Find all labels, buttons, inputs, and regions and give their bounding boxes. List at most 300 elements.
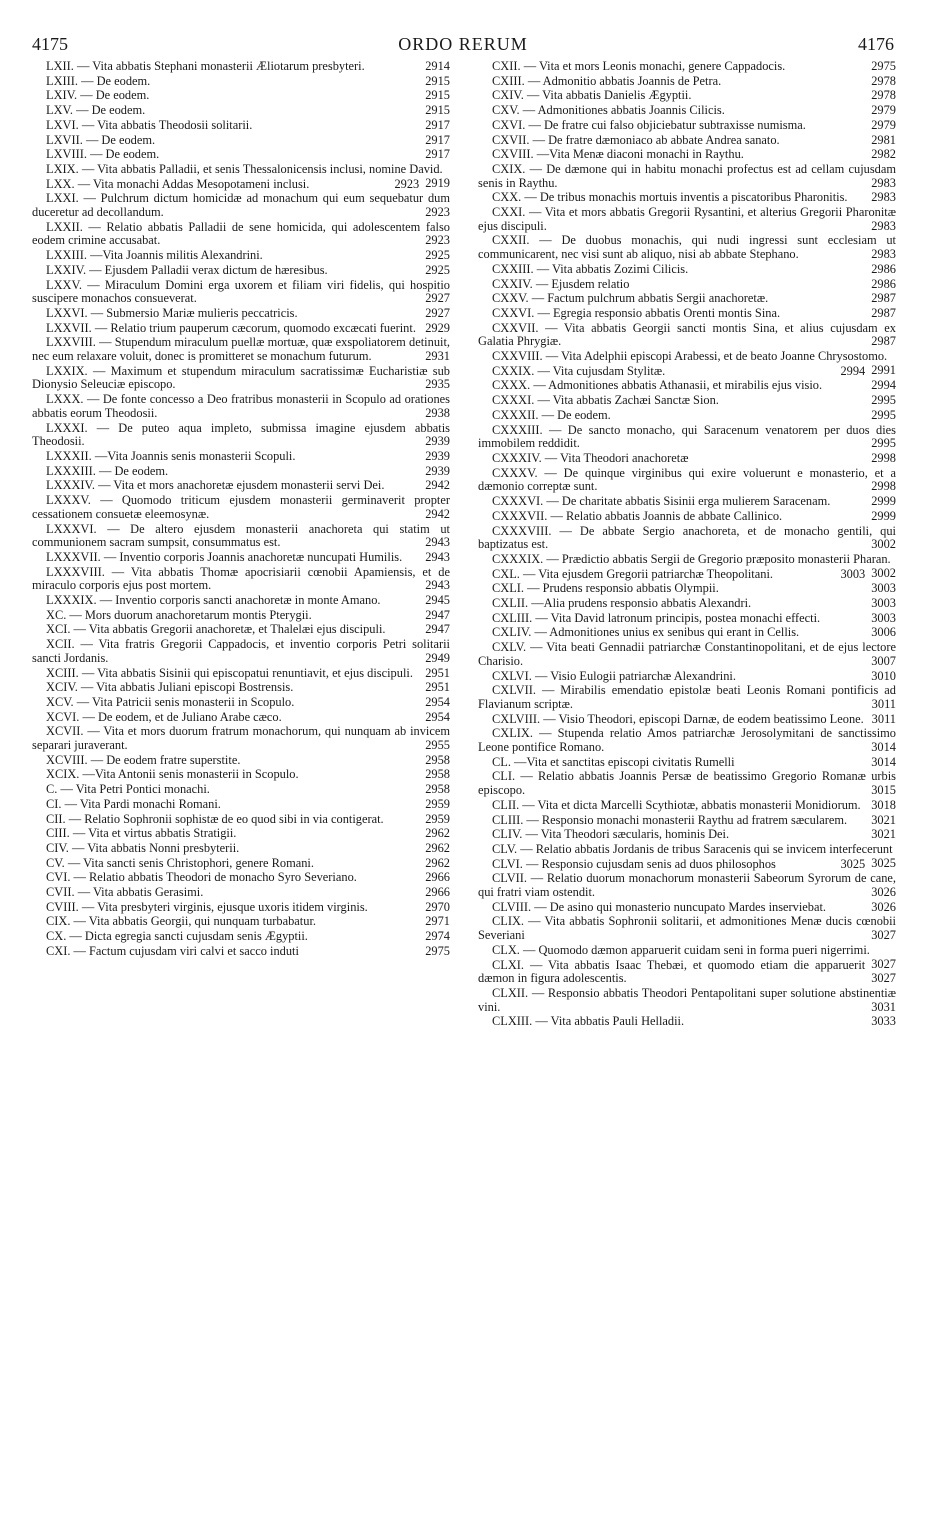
toc-entry xyxy=(478,828,896,842)
entry-number: XCV. xyxy=(46,694,74,709)
toc-entry xyxy=(32,192,450,219)
entry-title: — Mors duorum anachoretarum montis Pterygii. xyxy=(69,607,312,622)
entry-number: CXVII. xyxy=(492,132,530,147)
entry-title: — De eodem fratre superstite. xyxy=(90,752,241,767)
entry-number: LXXXVIII. xyxy=(46,564,105,579)
toc-entry xyxy=(478,292,896,306)
entry-title: — Vita Adelphii episcopi Arabessi, et de beato Joanne Chrysostomo. xyxy=(545,349,888,364)
entry-number: CXVIII. xyxy=(492,147,534,162)
entry-title: — Quomodo triticum ejusdem monasterii germinaverit propter cessationem consuetæ eleemosynæ. xyxy=(32,493,450,521)
entry-number: LXXVI. xyxy=(46,305,88,320)
entry-number: CXVI. xyxy=(492,117,526,132)
toc-entry xyxy=(32,842,450,856)
entry-number: CXLV. xyxy=(492,640,527,655)
entry-page: 3003 xyxy=(871,581,896,596)
entry-number: CVII. xyxy=(46,885,75,900)
entry-page: 2975 xyxy=(425,943,450,958)
toc-entry xyxy=(478,814,896,828)
entry-number: CXIX. xyxy=(492,161,526,176)
entry-page: 2954 xyxy=(425,709,450,724)
entry-number: CXIV. xyxy=(492,88,524,103)
entry-number: LXXXIV. xyxy=(46,478,95,493)
entry-page: 2942 xyxy=(425,506,450,521)
entry-number: CXLIV. xyxy=(492,625,532,640)
toc-entry xyxy=(32,566,450,593)
entry-page: 2995 xyxy=(871,393,896,408)
entry-title: — Vita abbatis Gerasimi. xyxy=(77,885,204,900)
entry-title: —Vita Joannis militis Alexandrini. xyxy=(90,248,263,263)
entry-page: 2987 xyxy=(871,334,896,349)
entry-page: 2974 xyxy=(425,929,450,944)
entry-title: — Relatio duorum monachorum monasterii Sabeorum Syrorum de cane, qui fratri viam ostendit. xyxy=(478,871,896,900)
toc-entry xyxy=(32,696,450,710)
entry-page: 2939 xyxy=(425,434,450,449)
entry-title: — Prædictio abbatis Sergii de Gregorio præposito monasterii Pharan. xyxy=(546,551,891,566)
entry-page: 2943 xyxy=(425,549,450,564)
entry-title: — Relatio abbatis Jordanis de tribus Saracenis qui se invicem interfecerunt xyxy=(520,841,893,856)
toc-entry xyxy=(32,711,450,725)
entry-number: LXXII. xyxy=(46,219,83,234)
entry-page: 3033 xyxy=(871,1014,896,1029)
entry-title: — Vita abbatis Stephani monasterii Æliotarum presbyteri. xyxy=(76,59,365,73)
entry-page: 2935 xyxy=(425,377,450,392)
entry-number: CXXXIII. xyxy=(492,422,543,437)
toc-entry xyxy=(32,523,450,550)
toc-entry xyxy=(32,450,450,464)
entry-page: 2923 xyxy=(425,233,450,248)
entry-title: — Vita beati Gennadii patriarchæ Constantinopolitani, et de ejus lectore Charisio. xyxy=(478,640,896,668)
entry-number: CXLVI. xyxy=(492,668,532,683)
toc-entry xyxy=(478,684,896,711)
entry-number: CXLVII. xyxy=(492,683,536,698)
entry-title: — De dæmone qui in habitu monachi profectus est ad cellam cujusdam senis in Raythu. xyxy=(478,161,896,190)
entry-number: XCIII. xyxy=(46,665,79,680)
entry-number: LXXI. xyxy=(46,191,79,206)
entry-page: 2962 xyxy=(425,826,450,841)
entry-title: — Vita et dicta Marcelli Scythiotæ, abbatis monasterii Monidiorum. xyxy=(522,797,861,812)
entry-title: — Inventio corporis Joannis anachoretæ nuncupati Humilis. xyxy=(103,549,403,564)
entry-number: CLVII. xyxy=(492,871,527,886)
entry-title: — Admonitiones abbatis Joannis Cilicis. xyxy=(522,103,725,118)
entry-title: — Vita abbatis Danielis Ægyptii. xyxy=(526,88,692,103)
entry-number: LXXXVI. xyxy=(46,521,97,536)
entry-title: — Maximum et stupendum miraculum sacratissimæ Eucharistiæ sub Dionysio Seleuciæ episcopo. xyxy=(32,363,450,392)
entry-number: CXLVIII. xyxy=(492,711,541,726)
entry-page: 2986 xyxy=(871,261,896,276)
entry-page: 2982 xyxy=(871,147,896,162)
entry-title: — Vita et mors abbatis Gregorii Rysantini, et alterius Gregorii Pharonitæ ejus discipuli. xyxy=(478,205,896,233)
entry-number: LXII. xyxy=(46,59,74,73)
entry-number: CXLI. xyxy=(492,581,525,596)
toc-entry xyxy=(478,872,896,899)
entry-title: — Vita fratris Gregorii Cappadocis, et inventio corporis Petri solitarii sancti Jordanis. xyxy=(32,637,450,665)
entry-number: LXXVII. xyxy=(46,320,92,335)
entry-number: LXXVIII. xyxy=(46,335,96,350)
entry-title: — Relatio abbatis Palladii de sene homicida, qui adolescentem falso eodem crimine accusabat. xyxy=(32,219,450,248)
toc-entry xyxy=(478,713,896,727)
entry-title: — Vita abbatis Palladii, et senis Thessalonicensis inclusi, nomine David. xyxy=(81,161,443,176)
toc-entry xyxy=(32,930,450,944)
toc-entry xyxy=(478,727,896,754)
entry-page: 2919 xyxy=(425,175,450,190)
entry-number: CXI. xyxy=(46,943,71,958)
entry-title: — Relatio trium pauperum cæcorum, quomodo excæcati fuerint. xyxy=(94,320,416,335)
entry-page: 2959 xyxy=(425,796,450,811)
toc-entry xyxy=(32,365,450,392)
entry-page: 2943 xyxy=(425,578,450,593)
entry-title: — Vita presbyteri virginis, ejusque uxoris itidem virginis. xyxy=(81,899,368,914)
toc-entry xyxy=(478,60,896,74)
entry-page: 2981 xyxy=(871,132,896,147)
toc-entry xyxy=(32,901,450,915)
entry-number: LXXIV. xyxy=(46,262,87,277)
entry-title: — De tribus monachis mortuis inventis a piscatoribus Pharonitis. xyxy=(524,190,848,205)
entry-number: XCVII. xyxy=(46,724,84,739)
entry-page: 2925 xyxy=(425,248,450,263)
entry-number: LXX. xyxy=(46,176,75,191)
entry-page: 2914 xyxy=(425,59,450,73)
entry-title: — De fratre cui falso objiciebatur subtraxisse numisma. xyxy=(528,117,806,132)
entry-title: — De altero ejusdem monasterii anachoreta qui statim ut communionem sacram sumpsit, consummatus est. xyxy=(32,521,450,550)
entry-page: 3011 xyxy=(871,696,896,711)
entry-page: 2925 xyxy=(425,262,450,277)
toc-entry xyxy=(478,322,896,349)
entry-number: XCIV. xyxy=(46,680,78,695)
entry-title: — Miraculum Domini erga uxorem et filiam viri fidelis, qui hospitio suscipere monachos consueverat. xyxy=(32,277,450,306)
entry-number: CXXXVI. xyxy=(492,494,544,509)
entry-title: — Relatio abbatis Joannis de abbate Callinico. xyxy=(550,508,783,523)
entry-page: 3018 xyxy=(871,797,896,812)
entry-title: — Vita et mors anachoretæ ejusdem monasterii servi Dei. xyxy=(98,478,385,493)
entry-title: — Prudens responsio abbatis Olympii. xyxy=(527,581,719,596)
entry-number: XCIX. xyxy=(46,767,80,782)
toc-entry xyxy=(32,638,450,665)
entry-number: CLII. xyxy=(492,797,520,812)
toc-entry xyxy=(32,249,450,263)
entry-title: — Vita David latronum principis, postea monachi effecti. xyxy=(535,610,821,625)
entry-number: LXVIII. xyxy=(46,147,87,162)
entry-page: 2978 xyxy=(871,73,896,88)
entry-number: CV. xyxy=(46,855,65,870)
entry-title: — Quomodo dæmon apparuerit cuidam seni in forma pueri nigerrimi. xyxy=(523,942,870,957)
entry-title: — Relatio abbatis Theodori de monacho Syro Severiano. xyxy=(73,870,357,885)
toc-entry xyxy=(478,134,896,148)
entry-page: 2995 xyxy=(871,407,896,422)
entry-page: 2959 xyxy=(425,811,450,826)
entry-page: 2994 xyxy=(840,363,866,378)
left-column xyxy=(32,60,450,960)
entry-page: 3031 xyxy=(871,999,896,1014)
entry-number: CXXIV. xyxy=(492,276,533,291)
entry-title: — Vita Theodori sæcularis, hominis Dei. xyxy=(525,827,730,842)
entry-page: 2929 xyxy=(425,320,450,335)
entry-title: — De asino qui monasterio nuncupato Mardes inserviebat. xyxy=(534,899,827,914)
entry-page: 2962 xyxy=(425,840,450,855)
entry-title: — Admonitiones abbatis Athanasii, et mirabilis ejus visio. xyxy=(533,378,823,393)
entry-page: 2939 xyxy=(425,463,450,478)
toc-entry xyxy=(32,279,450,306)
entry-number: CXXXVII. xyxy=(492,508,548,523)
entry-number: CXXXII. xyxy=(492,407,539,422)
toc-entry xyxy=(32,104,450,118)
entry-page: 3003 xyxy=(871,596,896,611)
entry-page: 2994 xyxy=(871,378,896,393)
entry-number: LXXX. xyxy=(46,392,84,407)
entry-title: — Vita Pardi monachi Romani. xyxy=(64,796,221,811)
entry-page: 2991 xyxy=(871,362,896,377)
entry-page: 2938 xyxy=(425,405,450,420)
entry-title: — Vita ejusdem Gregorii patriarchæ Theopolitani. xyxy=(523,566,773,581)
entry-number: CL. xyxy=(492,754,511,769)
entry-number: LXXXIX. xyxy=(46,593,97,608)
entry-number: CXLII. xyxy=(492,596,529,611)
toc-entry xyxy=(478,234,896,261)
entry-page: 2917 xyxy=(425,117,450,132)
entry-page: 3002 xyxy=(871,537,896,552)
entry-number: CI. xyxy=(46,796,62,811)
toc-entry xyxy=(478,915,896,942)
entry-number: LXXXV. xyxy=(46,493,91,508)
entry-number: CXXI. xyxy=(492,205,526,220)
entry-page: 3021 xyxy=(871,827,896,842)
entry-page: 2979 xyxy=(871,103,896,118)
entry-page: 2958 xyxy=(425,752,450,767)
entry-title: — Vita et mors Leonis monachi, genere Cappadocis. xyxy=(523,59,786,73)
entry-page: 2978 xyxy=(871,88,896,103)
entry-number: CLI. xyxy=(492,769,516,784)
entry-number: CXXXVIII. xyxy=(492,523,552,538)
entry-number: LXIII. xyxy=(46,73,78,88)
entry-page: 2951 xyxy=(425,680,450,695)
entry-title: — De duobus monachis, qui nudi ingressi sunt ecclesiam ut communicarent, nec visi sunt ab aliquo, nisi ab abbate Stephano. xyxy=(478,233,896,262)
toc-entry xyxy=(32,393,450,420)
toc-entry xyxy=(478,956,896,986)
entry-title: — De eodem. xyxy=(541,407,611,422)
entry-page: 3006 xyxy=(871,625,896,640)
entry-page: 2983 xyxy=(871,218,896,233)
entry-number: CXIII. xyxy=(492,73,525,88)
entry-page: 3003 xyxy=(871,610,896,625)
toc-entry xyxy=(32,75,450,89)
entry-title: — De eodem, et de Juliano Arabe cæco. xyxy=(82,709,282,724)
entry-page: 2986 xyxy=(871,276,896,291)
entry-title: — Dicta egregia sancti cujusdam senis Ægyptii. xyxy=(69,929,308,944)
entry-page: 2983 xyxy=(871,247,896,262)
entry-number: CLIII. xyxy=(492,812,524,827)
entry-page: 2987 xyxy=(871,305,896,320)
entry-title: —Vita Joannis senis monasterii Scopuli. xyxy=(94,448,296,463)
entry-title: — Admonitio abbatis Joannis de Petra. xyxy=(527,73,722,88)
entry-title: — Factum cujusdam viri calvi et sacco induti xyxy=(73,943,299,958)
entry-number: CLXI. xyxy=(492,957,525,972)
entry-title: — De eodem. xyxy=(80,88,150,103)
entry-title: —Alia prudens responsio abbatis Alexandri. xyxy=(531,596,752,611)
entry-title: — Egregia responsio abbatis Orenti montis Sina. xyxy=(537,305,781,320)
toc-entry xyxy=(32,813,450,827)
entry-number: CXII. xyxy=(492,59,521,73)
entry-number: CXXVI. xyxy=(492,305,535,320)
toc-entry xyxy=(32,60,450,74)
toc-entry xyxy=(32,221,450,248)
entry-number: CXXXV. xyxy=(492,465,538,480)
entry-title: — De charitate abbatis Sisinii erga mulierem Saracenam. xyxy=(546,494,831,509)
entry-number: CIX. xyxy=(46,914,71,929)
entry-title: — Responsio monachi monasterii Raythu ad fratrem sæcularem. xyxy=(526,812,848,827)
entry-page: 2949 xyxy=(425,650,450,665)
entry-page: 2942 xyxy=(425,478,450,493)
toc-entry xyxy=(32,945,450,959)
entry-number: CXXXIV. xyxy=(492,450,542,465)
entry-title: — De eodem. xyxy=(76,103,146,118)
entry-number: C. xyxy=(46,782,58,797)
toc-entry xyxy=(478,670,896,684)
entry-title: — Vita abbatis Sisinii qui episcopatui renuntiavit, et ejus discipuli. xyxy=(81,665,413,680)
entry-page: 2955 xyxy=(425,738,450,753)
toc-entry xyxy=(478,263,896,277)
entry-page: 2999 xyxy=(871,494,896,509)
entry-number: CVI. xyxy=(46,870,71,885)
entry-title: — Vita abbatis Juliani episcopi Bostrensis. xyxy=(80,680,294,695)
entry-page: 2917 xyxy=(425,132,450,147)
toc-entry xyxy=(478,467,896,494)
right-column xyxy=(478,60,896,1030)
entry-number: LXXXII. xyxy=(46,448,92,463)
toc-entry xyxy=(478,582,896,596)
toc-entry xyxy=(478,191,896,205)
entry-page: 2975 xyxy=(871,59,896,73)
entry-title: — Vita abbatis Thomæ apocrisiarii cœnobii Apamiensis, et de miraculo corporis ejus post mortem. xyxy=(32,564,450,593)
toc-entry xyxy=(478,855,896,872)
entry-page: 2962 xyxy=(425,855,450,870)
entry-page: 3025 xyxy=(871,855,896,870)
toc-entry xyxy=(478,626,896,640)
entry-number: CXXII. xyxy=(492,233,530,248)
toc-entry xyxy=(478,799,896,813)
toc-entry xyxy=(32,422,450,449)
toc-entry xyxy=(32,915,450,929)
toc-entry xyxy=(478,148,896,162)
toc-entry xyxy=(478,104,896,118)
entry-title: — Admonitiones unius ex senibus qui erant in Cellis. xyxy=(534,625,800,640)
entry-title: — Stupenda relatio Amos patriarchæ Jerosolymitani de sanctissimo Leone pontifice Romano. xyxy=(478,726,896,755)
entry-number: CXX. xyxy=(492,190,522,205)
entry-page: 2987 xyxy=(871,291,896,306)
entry-number: CIII. xyxy=(46,826,70,841)
toc-entry xyxy=(32,871,450,885)
toc-entry xyxy=(478,901,896,915)
entry-page: 2927 xyxy=(425,291,450,306)
toc-entry xyxy=(32,89,450,103)
entry-number: LXIX. xyxy=(46,161,79,176)
entry-number: CXXVII. xyxy=(492,320,539,335)
entry-page: 2979 xyxy=(871,117,896,132)
entry-page: 3010 xyxy=(871,668,896,683)
entry-title: — Vita et mors duorum fratrum monachorum, qui nunquam ab invicem separari juraverant. xyxy=(32,724,450,753)
entry-title: — Responsio cujusdam senis ad duos philosophos xyxy=(525,856,776,871)
entry-title: — Vita abbatis Sophronii solitarii, et admonitiones Menæ ducis cœnobii Severiani xyxy=(478,914,896,943)
entry-title: — Vita Theodori anachoretæ xyxy=(544,450,689,465)
toc-entry xyxy=(32,336,450,363)
entry-title: — Vita sancti senis Christophori, genere Romani. xyxy=(67,855,314,870)
entry-page: 2915 xyxy=(425,88,450,103)
entry-title: — Mirabilis emendatio epistolæ beati Leonis Romani pontificis ad Flavianum scriptæ. xyxy=(478,683,896,711)
entry-page: 2971 xyxy=(425,914,450,929)
toc-entry xyxy=(32,322,450,336)
entry-number: CLX. xyxy=(492,942,520,957)
entry-page: 2966 xyxy=(425,870,450,885)
toc-entry xyxy=(478,307,896,321)
entry-number: CLVI. xyxy=(492,856,523,871)
entry-number: LXVI. xyxy=(46,117,79,132)
toc-entry xyxy=(32,479,450,493)
entry-number: LXXXVII. xyxy=(46,549,101,564)
entry-title: — Vita Patricii senis monasterii in Scopulo. xyxy=(76,694,295,709)
running-title: ORDO RERUM xyxy=(398,34,528,54)
toc-entry xyxy=(32,551,450,565)
toc-entry xyxy=(478,495,896,509)
toc-entry xyxy=(478,89,896,103)
entry-number: CLVIII. xyxy=(492,899,532,914)
entry-number: LXIV. xyxy=(46,88,78,103)
entry-page: 2939 xyxy=(425,448,450,463)
entry-title: — De quinque virginibus qui exire voluerunt e monasterio, et a dæmonio correptæ sunt. xyxy=(478,465,896,494)
toc-entry xyxy=(32,465,450,479)
entry-page: 2999 xyxy=(871,508,896,523)
entry-page: 2983 xyxy=(871,175,896,190)
toc-entry xyxy=(32,681,450,695)
toc-entry xyxy=(478,362,896,379)
toc-entry xyxy=(32,827,450,841)
entry-title: — Vita abbatis Theodosii solitarii. xyxy=(81,117,253,132)
entry-page: 2998 xyxy=(871,479,896,494)
entry-number: LXXIX. xyxy=(46,363,88,378)
entry-number: CXLIX. xyxy=(492,726,533,741)
entry-number: CXXIII. xyxy=(492,261,534,276)
entry-page: 2947 xyxy=(425,607,450,622)
entry-number: CLXII. xyxy=(492,986,529,1000)
entry-title: — Vita monachi Addas Mesopotameni inclusi. xyxy=(77,176,310,191)
entry-page: 3025 xyxy=(840,856,866,871)
toc-entry xyxy=(32,148,450,162)
toc-entry xyxy=(32,264,450,278)
entry-title: — Inventio corporis sancti anachoretæ in monte Amano. xyxy=(99,593,381,608)
entry-title: — Factum pulchrum abbatis Sergii anachoretæ. xyxy=(531,291,769,306)
entry-page: 2943 xyxy=(425,535,450,550)
entry-title: — Vita abbatis Zachæi Sanctæ Sion. xyxy=(537,393,719,408)
toc-entry xyxy=(32,667,450,681)
entry-page: 2945 xyxy=(425,593,450,608)
entry-title: — De sancto monacho, qui Saracenum venatorem per duos dies immobilem reddidit. xyxy=(478,422,896,451)
entry-title: — De abbate Sergio anachoreta, et de monacho gentili, qui baptizatus est. xyxy=(478,523,896,552)
entry-number: CXV. xyxy=(492,103,520,118)
entry-page: 2958 xyxy=(425,782,450,797)
toc-entry xyxy=(32,754,450,768)
toc-entry xyxy=(32,886,450,900)
entry-page: 2931 xyxy=(425,349,450,364)
entry-number: LXXXIII. xyxy=(46,463,96,478)
entry-number: LXV. xyxy=(46,103,73,118)
entry-title: — Submersio Mariæ mulieris peccatricis. xyxy=(90,305,298,320)
entry-page: 3014 xyxy=(871,754,896,769)
toc-entry xyxy=(478,1015,896,1029)
entry-number: CLIV. xyxy=(492,827,523,842)
toc-entry xyxy=(32,623,450,637)
toc-entry xyxy=(478,770,896,797)
entry-page: 2998 xyxy=(871,450,896,465)
entry-number: LXXV. xyxy=(46,277,82,292)
entry-title: — Visio Theodori, episcopi Darnæ, de eodem beatissimo Leone. xyxy=(543,711,864,726)
toc-entry xyxy=(32,494,450,521)
